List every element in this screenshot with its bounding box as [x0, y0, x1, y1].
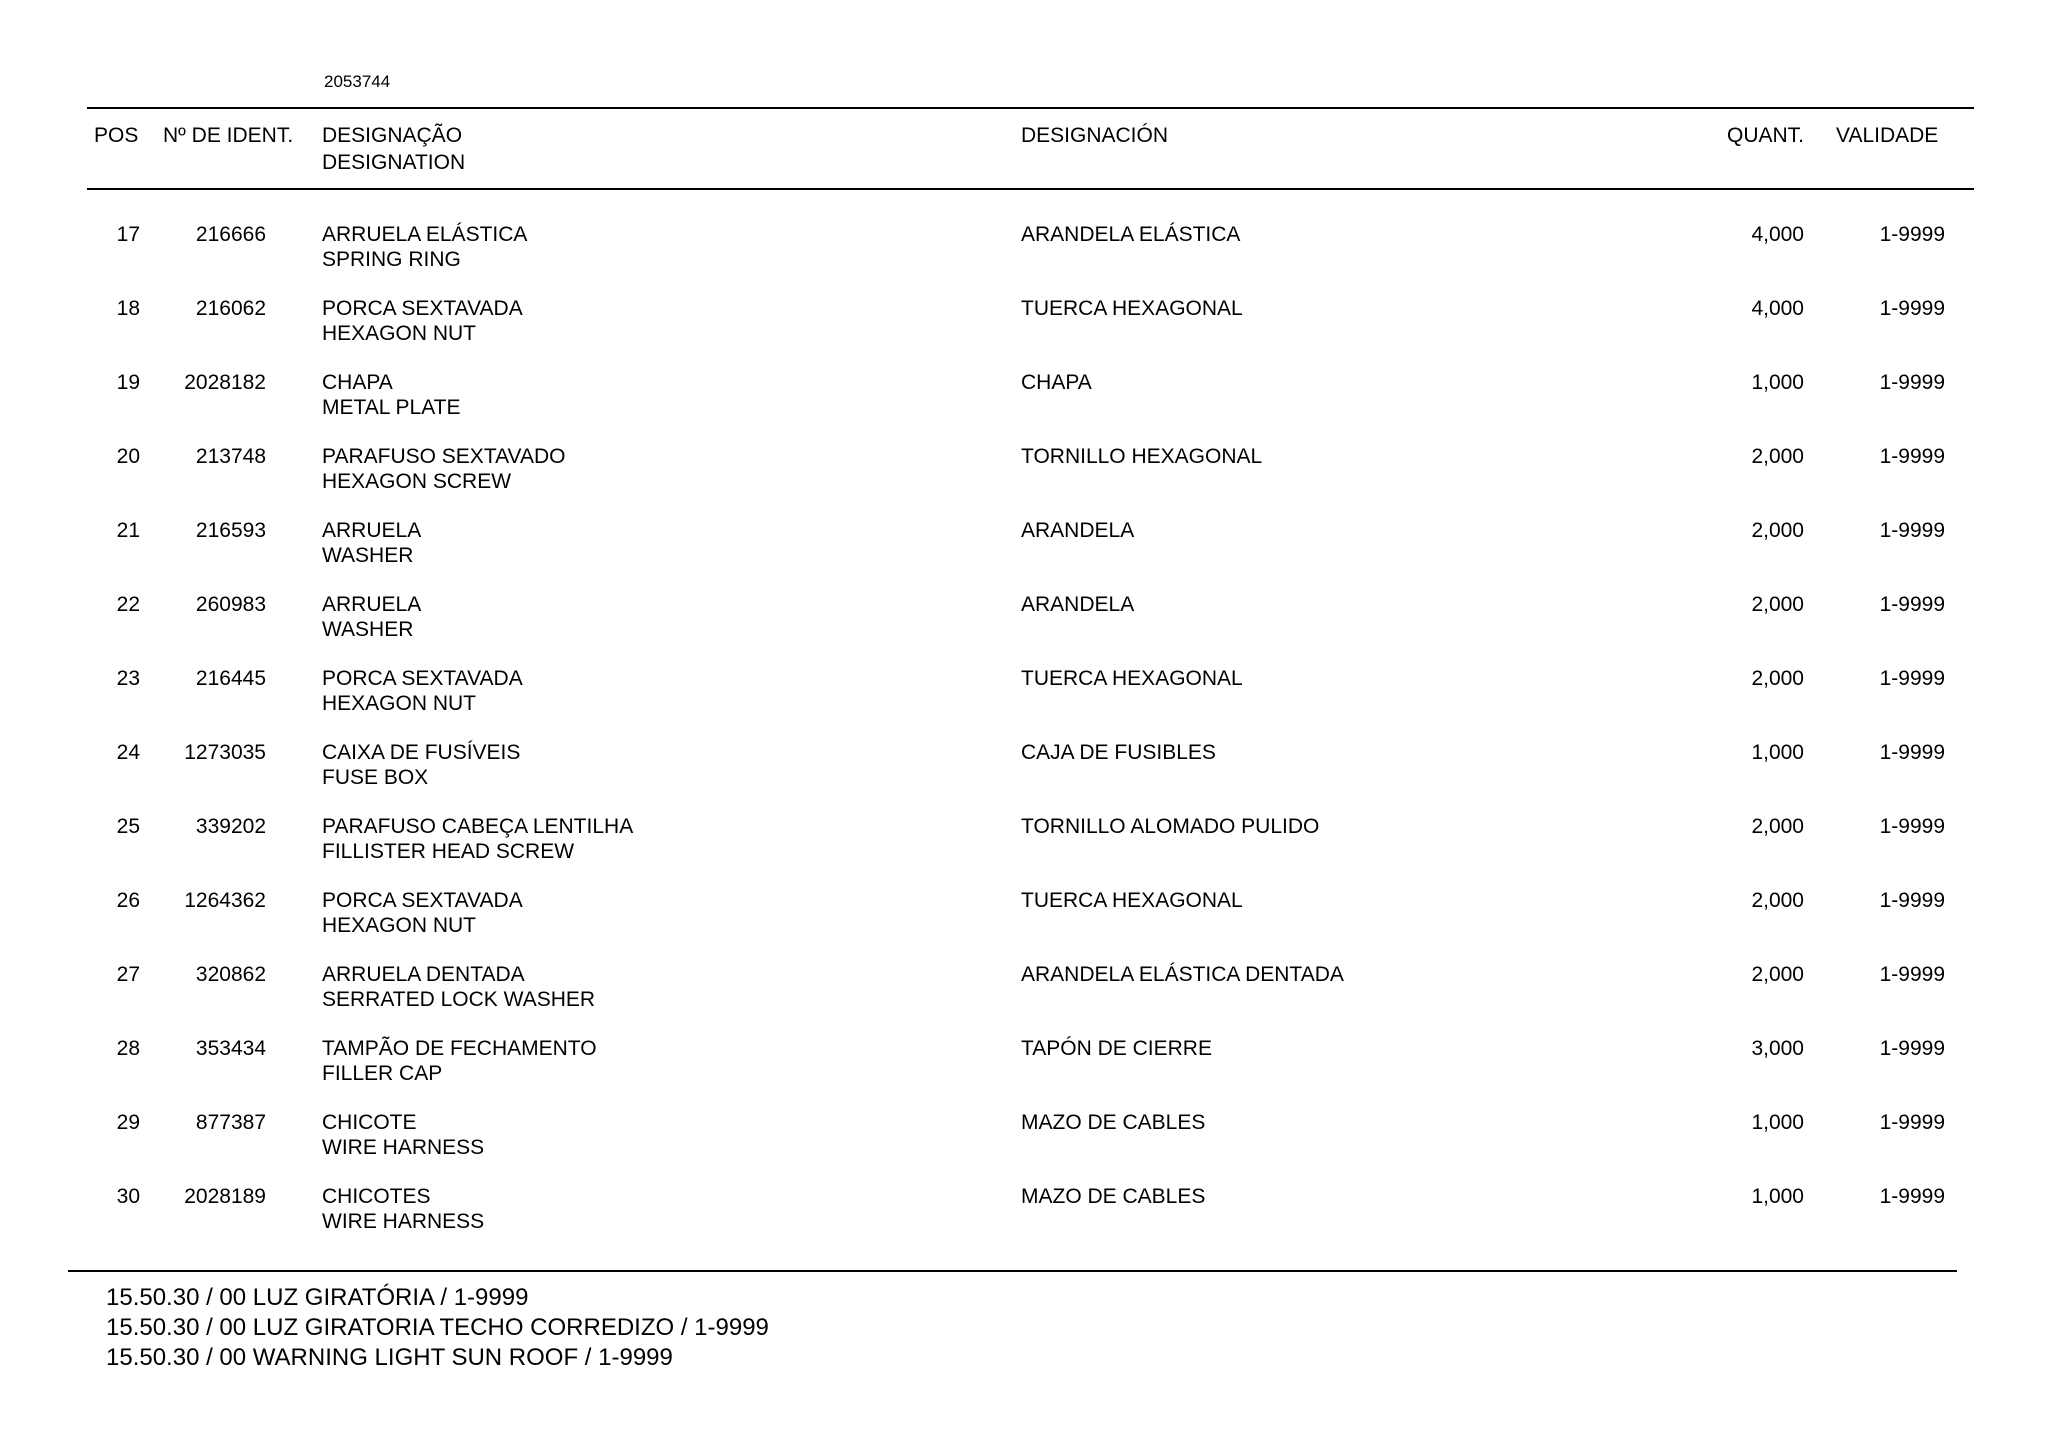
cell-validity: 1-9999	[1879, 519, 1945, 542]
cell-quantity: 1,000	[1751, 741, 1804, 764]
table-row	[0, 1184, 2048, 1258]
cell-validity: 1-9999	[1879, 963, 1945, 986]
cell-designation-en: WASHER	[322, 544, 414, 567]
table-row	[0, 222, 2048, 296]
cell-designation	[322, 962, 595, 1012]
cell-validity: 1-9999	[1879, 445, 1945, 468]
top-rule	[87, 107, 1974, 109]
cell-designation-pt: ARRUELA	[322, 593, 422, 616]
cell-designation	[322, 1036, 597, 1086]
cell-ident: 320862	[195, 963, 266, 986]
cell-quantity: 2,000	[1751, 593, 1804, 616]
cell-quantity: 2,000	[1751, 963, 1804, 986]
cell-designation	[322, 1110, 484, 1160]
cell-designation-es: TUERCA HEXAGONAL	[1021, 297, 1243, 320]
cell-designation	[322, 814, 633, 864]
cell-designation	[322, 518, 421, 568]
cell-designation	[322, 222, 527, 272]
cell-designation-es: ARANDELA ELÁSTICA DENTADA	[1021, 963, 1344, 986]
cell-quantity: 2,000	[1751, 815, 1804, 838]
table-row	[0, 444, 2048, 518]
cell-designation-en: HEXAGON NUT	[322, 322, 477, 345]
cell-designation-es: TUERCA HEXAGONAL	[1021, 889, 1243, 912]
cell-designation-es: ARANDELA	[1021, 519, 1135, 542]
cell-designation-es: ARANDELA ELÁSTICA	[1021, 223, 1241, 246]
cell-designation-es: MAZO DE CABLES	[1021, 1185, 1206, 1208]
cell-designation-pt: CHICOTES	[322, 1185, 431, 1208]
cell-ident: 216445	[195, 667, 266, 690]
header-rule	[87, 188, 1974, 190]
cell-designation	[322, 740, 520, 790]
cell-pos: 29	[116, 1111, 140, 1134]
cell-designation-pt: CHICOTE	[322, 1111, 417, 1134]
cell-designation-en: WIRE HARNESS	[322, 1136, 485, 1159]
cell-quantity: 1,000	[1751, 1111, 1804, 1134]
cell-validity: 1-9999	[1879, 593, 1945, 616]
cell-ident: 213748	[195, 445, 266, 468]
cell-quantity: 4,000	[1751, 223, 1804, 246]
footer-line-en: 15.50.30 / 00 WARNING LIGHT SUN ROOF / 1-9999	[106, 1344, 673, 1371]
cell-designation-es: TORNILLO HEXAGONAL	[1021, 445, 1263, 468]
cell-ident: 216593	[195, 519, 266, 542]
parts-table-body	[0, 222, 2048, 1258]
cell-quantity: 2,000	[1751, 519, 1804, 542]
cell-quantity: 1,000	[1751, 1185, 1804, 1208]
header-pos: POS	[94, 124, 139, 147]
cell-validity: 1-9999	[1879, 815, 1945, 838]
cell-designation-en: WIRE HARNESS	[322, 1210, 485, 1233]
cell-designation-pt: PARAFUSO CABEÇA LENTILHA	[322, 815, 634, 838]
cell-validity: 1-9999	[1879, 1185, 1945, 1208]
bottom-rule	[68, 1270, 1957, 1272]
cell-designation-pt: CHAPA	[322, 371, 393, 394]
cell-designation	[322, 1184, 484, 1234]
cell-designation-pt: PORCA SEXTAVADA	[322, 667, 523, 690]
cell-designation-es: ARANDELA	[1021, 593, 1135, 616]
header-ident: Nº DE IDENT.	[163, 124, 294, 147]
cell-quantity: 2,000	[1751, 667, 1804, 690]
cell-designation-en: HEXAGON NUT	[322, 692, 477, 715]
table-row	[0, 518, 2048, 592]
cell-designation-pt: PARAFUSO SEXTAVADO	[322, 445, 566, 468]
cell-designation	[322, 888, 523, 938]
footer-references	[106, 1283, 769, 1373]
cell-designation	[322, 296, 523, 346]
document-number: 2053744	[324, 72, 391, 91]
cell-designation-en: FILLER CAP	[322, 1062, 443, 1085]
cell-ident: 216062	[195, 297, 266, 320]
cell-designation-en: METAL PLATE	[322, 396, 461, 419]
footer-line-es: 15.50.30 / 00 LUZ GIRATORIA TECHO CORREDIZO / 1-9999	[106, 1314, 769, 1341]
cell-pos: 20	[116, 445, 140, 468]
cell-designation	[322, 666, 523, 716]
table-row	[0, 296, 2048, 370]
cell-designation-en: SPRING RING	[322, 248, 461, 271]
cell-pos: 23	[116, 667, 140, 690]
table-row	[0, 814, 2048, 888]
cell-validity: 1-9999	[1879, 667, 1945, 690]
cell-validity: 1-9999	[1879, 371, 1945, 394]
table-row	[0, 592, 2048, 666]
cell-pos: 26	[116, 889, 140, 912]
cell-validity: 1-9999	[1879, 223, 1945, 246]
cell-designation-en: FUSE BOX	[322, 766, 429, 789]
cell-designation-es: TAPÓN DE CIERRE	[1021, 1037, 1212, 1060]
cell-designation-es: MAZO DE CABLES	[1021, 1111, 1206, 1134]
cell-pos: 25	[116, 815, 140, 838]
cell-designation-pt: ARRUELA	[322, 519, 422, 542]
cell-designation	[322, 444, 566, 494]
cell-pos: 18	[116, 297, 140, 320]
cell-ident: 353434	[195, 1037, 266, 1060]
cell-designation-es: CAJA DE FUSIBLES	[1021, 741, 1216, 764]
cell-designation-pt: ARRUELA DENTADA	[322, 963, 525, 986]
cell-ident: 1264362	[184, 889, 266, 912]
cell-quantity: 3,000	[1751, 1037, 1804, 1060]
cell-validity: 1-9999	[1879, 1111, 1945, 1134]
cell-ident: 2028182	[184, 371, 266, 394]
cell-designation-en: SERRATED LOCK WASHER	[322, 988, 596, 1011]
cell-designation-en: HEXAGON NUT	[322, 914, 477, 937]
cell-ident: 216666	[195, 223, 266, 246]
cell-quantity: 2,000	[1751, 445, 1804, 468]
cell-ident: 877387	[195, 1111, 266, 1134]
cell-designation-es: TORNILLO ALOMADO PULIDO	[1021, 815, 1320, 838]
cell-designation-pt: PORCA SEXTAVADA	[322, 297, 523, 320]
cell-designation-es: TUERCA HEXAGONAL	[1021, 667, 1243, 690]
table-row	[0, 740, 2048, 814]
header-designation-es: DESIGNACIÓN	[1021, 124, 1169, 147]
cell-quantity: 1,000	[1751, 371, 1804, 394]
header-validity: VALIDADE	[1836, 124, 1939, 147]
cell-pos: 19	[116, 371, 140, 394]
cell-ident: 260983	[195, 593, 266, 616]
cell-pos: 24	[116, 741, 140, 764]
cell-pos: 17	[116, 223, 140, 246]
cell-designation-es: CHAPA	[1021, 371, 1092, 394]
table-row	[0, 1110, 2048, 1184]
cell-validity: 1-9999	[1879, 1037, 1945, 1060]
table-row	[0, 666, 2048, 740]
cell-validity: 1-9999	[1879, 889, 1945, 912]
cell-validity: 1-9999	[1879, 741, 1945, 764]
header-designation-en: DESIGNATION	[322, 151, 466, 174]
cell-pos: 27	[116, 963, 140, 986]
cell-designation-en: WASHER	[322, 618, 414, 641]
cell-designation-pt: PORCA SEXTAVADA	[322, 889, 523, 912]
cell-pos: 21	[116, 519, 140, 542]
cell-quantity: 2,000	[1751, 889, 1804, 912]
table-row	[0, 888, 2048, 962]
cell-pos: 30	[116, 1185, 140, 1208]
cell-designation-pt: CAIXA DE FUSÍVEIS	[322, 741, 521, 764]
table-row	[0, 1036, 2048, 1110]
cell-quantity: 4,000	[1751, 297, 1804, 320]
cell-designation-en: FILLISTER HEAD SCREW	[322, 840, 575, 863]
cell-designation-pt: ARRUELA ELÁSTICA	[322, 223, 528, 246]
cell-ident: 339202	[195, 815, 266, 838]
cell-designation	[322, 370, 460, 420]
cell-ident: 2028189	[184, 1185, 266, 1208]
table-row	[0, 370, 2048, 444]
cell-designation-pt: TAMPÃO DE FECHAMENTO	[322, 1037, 597, 1060]
header-designation-pt: DESIGNAÇÃO	[322, 124, 463, 147]
table-row	[0, 962, 2048, 1036]
cell-designation-en: HEXAGON SCREW	[322, 470, 512, 493]
header-designation	[322, 122, 465, 176]
cell-designation	[322, 592, 421, 642]
header-quantity: QUANT.	[1726, 124, 1804, 147]
footer-line-pt: 15.50.30 / 00 LUZ GIRATÓRIA / 1-9999	[106, 1284, 529, 1311]
cell-ident: 1273035	[184, 741, 266, 764]
cell-pos: 22	[116, 593, 140, 616]
cell-pos: 28	[116, 1037, 140, 1060]
cell-validity: 1-9999	[1879, 297, 1945, 320]
